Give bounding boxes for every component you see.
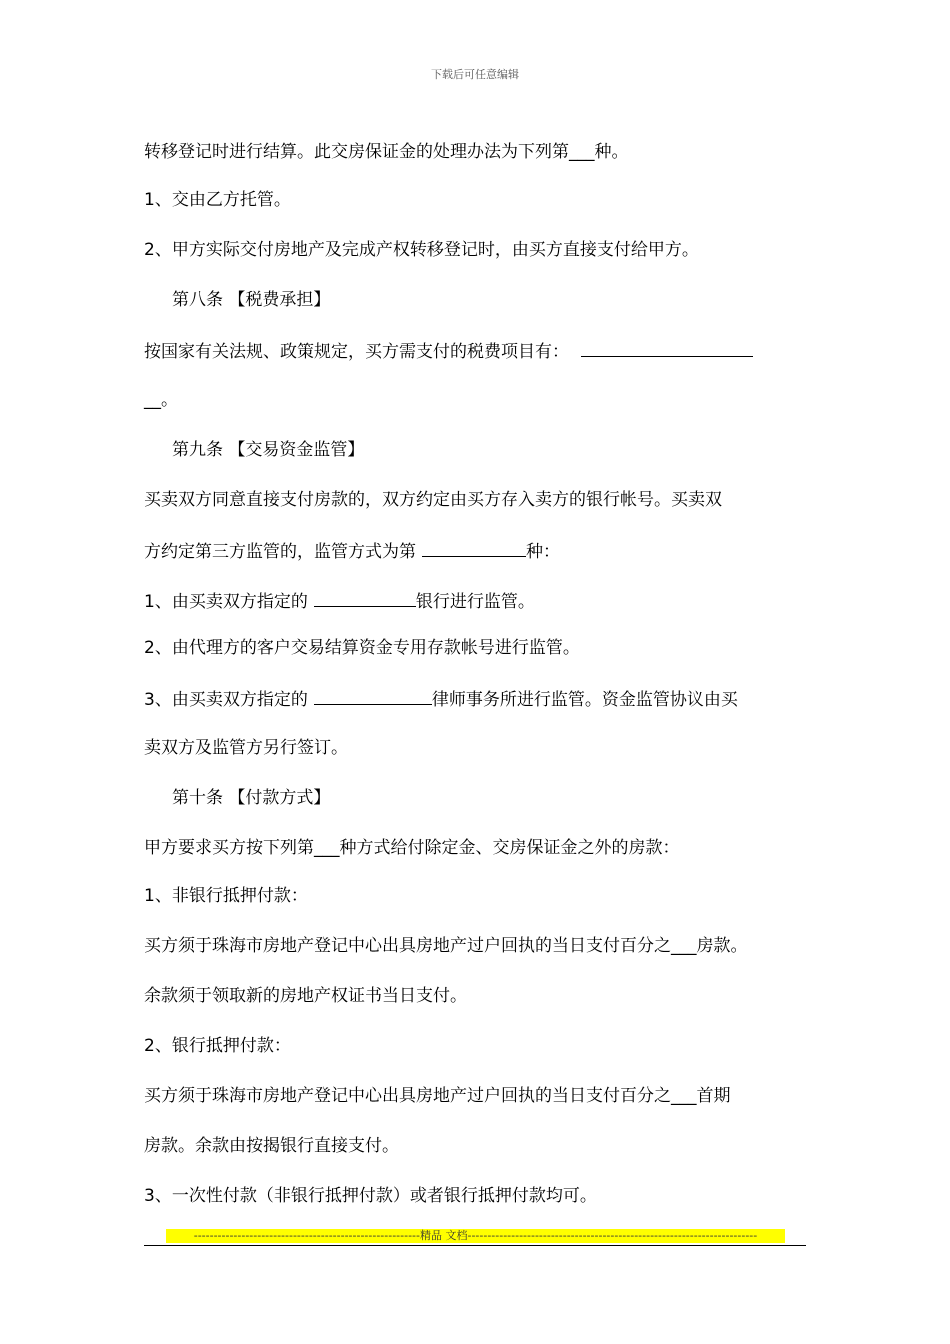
- paragraph-line: 转移登记时进行结算。此交房保证金的处理办法为下列第___种。: [144, 142, 629, 162]
- list-item: 2、甲方实际交付房地产及完成产权转移登记时，由买方直接支付给甲方。: [144, 240, 699, 260]
- article-heading: 第八条 【税费承担】: [172, 290, 331, 310]
- paragraph-text: 1、由买卖双方指定的: [144, 592, 308, 612]
- footer-dashes-right: -------------------------------------------------------------------------: [467, 1229, 758, 1242]
- list-item: [144, 588, 535, 614]
- footer-highlight: [166, 1229, 785, 1243]
- paragraph-line: 卖双方及监管方另行签订。: [144, 738, 348, 758]
- list-item: 1、交由乙方托管。: [144, 190, 291, 210]
- fill-blank: [422, 538, 526, 557]
- fill-blank: [314, 588, 416, 607]
- paragraph-line: 买方须于珠海市房地产登记中心出具房地产过户回执的当日支付百分之___房款。: [144, 936, 748, 956]
- paragraph-text: 银行进行监管。: [415, 592, 535, 612]
- article-heading: 第十条 【付款方式】: [172, 788, 331, 808]
- list-item: [144, 686, 738, 712]
- footer-rule: [144, 1245, 806, 1246]
- paragraph-text: 3、由买卖双方指定的: [144, 690, 308, 710]
- paragraph-line: 余款须于领取新的房地产权证书当日支付。: [144, 986, 467, 1006]
- paragraph-text: 按国家有关法规、政策规定，买方需支付的税费项目有：: [144, 342, 569, 362]
- list-item: 2、由代理方的客户交易结算资金专用存款帐号进行监管。: [144, 638, 580, 658]
- list-item: 1、非银行抵押付款：: [144, 886, 308, 906]
- list-item: 3、一次性付款（非银行抵押付款）或者银行抵押付款均可。: [144, 1186, 597, 1206]
- footer-dashes-left: ---------------------------------------------------------: [193, 1229, 420, 1242]
- page-header-note: 下载后可任意编辑: [431, 68, 519, 81]
- paragraph-line: 买方须于珠海市房地产登记中心出具房地产过户回执的当日支付百分之___首期: [144, 1086, 731, 1106]
- paragraph-line: 房款。余款由按揭银行直接支付。: [144, 1136, 399, 1156]
- paragraph-line: __。: [144, 390, 178, 410]
- paragraph-line: [144, 538, 560, 564]
- paragraph-text: 方约定第三方监管的，监管方式为第: [144, 542, 416, 562]
- paragraph-line: [144, 338, 753, 364]
- paragraph-line: 买卖双方同意直接支付房款的，双方约定由买方存入卖方的银行帐号。买卖双: [144, 490, 722, 510]
- footer-label: 精品 文档: [419, 1229, 468, 1242]
- paragraph-text: 律师事务所进行监管。资金监管协议由买: [431, 690, 738, 710]
- article-heading: 第九条 【交易资金监管】: [172, 440, 365, 460]
- paragraph-line: 甲方要求买方按下列第___种方式给付除定金、交房保证金之外的房款：: [144, 838, 680, 858]
- fill-blank: [581, 338, 753, 357]
- paragraph-text: 种：: [526, 542, 560, 562]
- fill-blank: [314, 686, 432, 705]
- list-item: 2、银行抵押付款：: [144, 1036, 291, 1056]
